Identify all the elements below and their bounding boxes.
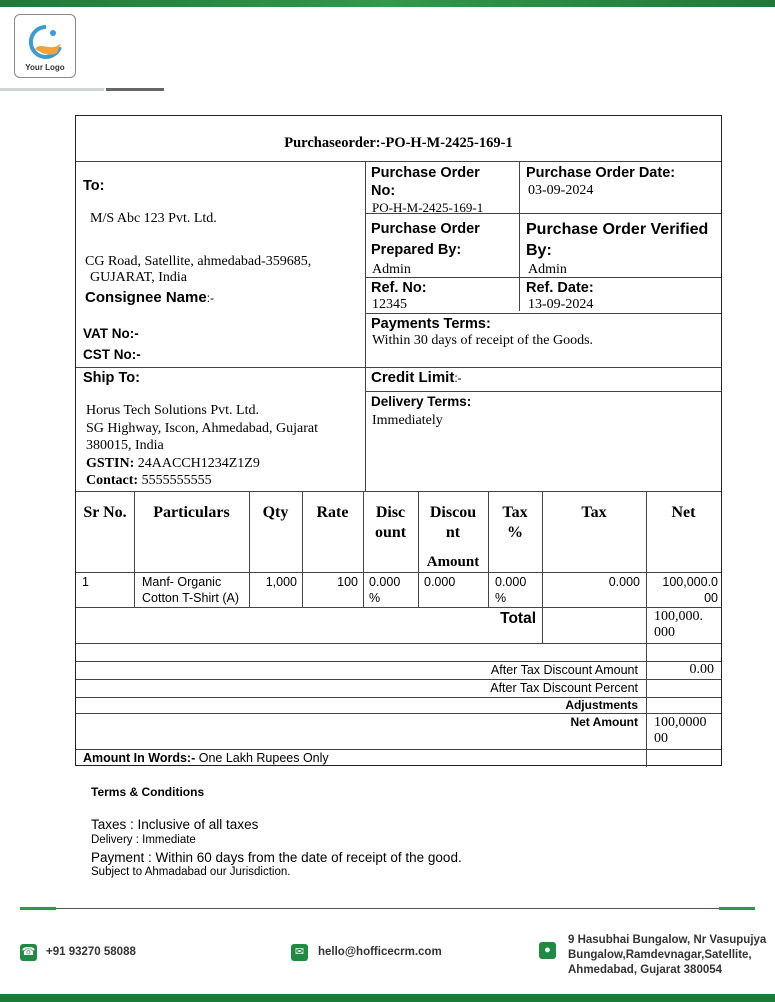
to-company: M/S Abc 123 Pvt. Ltd. — [90, 211, 217, 226]
to-address-line1: CG Road, Satellite, ahmedabad-359685, — [85, 254, 312, 269]
item-rate: 100 — [337, 575, 358, 589]
header-rate: Rate — [316, 504, 349, 521]
phone-icon: ☎ — [20, 944, 37, 961]
footer-address: 9 Hasubhai Bungalow, Nr Vasupujya Bungalow,Ramdevnagar,Satellite, Ahmedabad, Gujarat 380054 — [568, 934, 767, 976]
location-pin-icon: ● — [539, 942, 556, 959]
terms-delivery: Delivery : Immediate — [91, 834, 196, 846]
ship-to-company: Horus Tech Solutions Pvt. Ltd. — [86, 403, 259, 418]
delivery-terms-label: Delivery Terms: — [371, 394, 472, 409]
ship-to-contact: Contact: 5555555555 — [86, 473, 212, 488]
terms-taxes: Taxes : Inclusive of all taxes — [91, 817, 259, 832]
item-sr-no: 1 — [82, 575, 89, 589]
top-accent-bar — [0, 0, 775, 7]
terms-payment: Payment : Within 60 days from the date of receipt of the good. — [91, 850, 462, 865]
po-date-label: Purchase Order Date: — [526, 165, 676, 181]
item-particulars: Manf- Organic Cotton T-Shirt (A) — [142, 575, 240, 605]
adjustments-label: Adjustments — [565, 698, 638, 712]
payment-terms-label: Payments Terms: — [371, 316, 491, 332]
terms-jurisdiction: Subject to Ahmadabad our Jurisdiction. — [91, 866, 291, 878]
cst-number: CST No:- — [83, 347, 141, 362]
header-qty: Qty — [262, 504, 289, 521]
purchase-order-sheet — [75, 115, 722, 766]
po-date-value: 03-09-2024 — [528, 183, 594, 198]
net-amount-label: Net Amount — [570, 715, 638, 729]
item-discount-amount: 0.000 — [424, 575, 456, 589]
after-tax-discount-percent-label: After Tax Discount Percent — [490, 681, 638, 695]
to-label: To: — [83, 178, 105, 194]
verified-by-label: Purchase Order Verified By: — [526, 221, 709, 259]
bottom-accent-bar — [0, 994, 775, 1002]
total-value: 100,000. 000 — [654, 609, 703, 640]
footer-phone[interactable]: +91 93270 58088 — [46, 946, 136, 958]
footer-divider — [20, 908, 755, 909]
ref-no-value: 12345 — [372, 297, 407, 312]
header-tax: Tax — [581, 504, 607, 521]
payment-terms-value: Within 30 days of receipt of the Goods. — [372, 333, 594, 348]
header-sr-no: Sr No. — [83, 504, 127, 521]
company-logo — [14, 14, 76, 78]
prepared-by-label: Purchase Order Prepared By: — [371, 221, 480, 258]
item-discount: 0.000 % — [369, 575, 401, 605]
document-title: Purchaseorder:-PO-H-M-2425-169-1 — [284, 135, 513, 151]
header-divider-accent — [106, 88, 164, 91]
header-particulars: Particulars — [153, 504, 230, 521]
ref-date-value: 13-09-2024 — [528, 297, 594, 312]
logo-mark-icon — [27, 23, 65, 61]
item-tax: 0.000 — [608, 575, 640, 589]
verified-by-value: Admin — [528, 262, 567, 277]
po-number-value: PO-H-M-2425-169-1 — [372, 200, 484, 215]
to-address-line2: GUJARAT, India — [90, 270, 187, 285]
ship-to-address-line2: 380015, India — [86, 438, 164, 453]
total-label: Total — [500, 610, 536, 627]
delivery-terms-value: Immediately — [372, 413, 443, 428]
ref-no-label: Ref. No: — [371, 280, 427, 296]
logo-text: Your Logo — [25, 63, 65, 72]
prepared-by-value: Admin — [372, 262, 411, 277]
header-divider — [0, 88, 104, 91]
after-tax-discount-amount-value: 0.00 — [689, 662, 714, 677]
consignee-name-label: Consignee Name:- — [85, 289, 215, 306]
item-qty: 1,000 — [265, 575, 297, 589]
ship-to-gstin: GSTIN: 24AACCH1234Z1Z9 — [86, 456, 260, 471]
item-net: 100,000.0 00 — [662, 575, 718, 605]
terms-heading: Terms & Conditions — [91, 785, 205, 799]
ship-to-address-line1: SG Highway, Iscon, Ahmedabad, Gujarat — [86, 421, 318, 436]
credit-limit-label: Credit Limit:- — [371, 369, 462, 386]
amount-in-words: Amount In Words:- One Lakh Rupees Only — [83, 751, 329, 765]
header-net: Net — [671, 504, 696, 521]
ship-to-label: Ship To: — [83, 370, 140, 386]
after-tax-discount-amount-label: After Tax Discount Amount — [490, 663, 638, 677]
item-tax-percent: 0.000 % — [495, 575, 527, 605]
header-tax-percent: Tax % — [502, 504, 528, 541]
header-discount: Disc ount — [374, 504, 407, 541]
net-amount-value: 100,0000 00 — [654, 715, 707, 746]
footer-email[interactable]: hello@hofficecrm.com — [318, 946, 442, 958]
ref-date-label: Ref. Date: — [526, 280, 594, 296]
mail-icon: ✉ — [291, 944, 308, 961]
header-discount-amount: Discou nt Amount — [426, 504, 480, 570]
vat-number: VAT No:- — [83, 326, 139, 341]
po-number-label: Purchase Order No: — [371, 165, 480, 199]
